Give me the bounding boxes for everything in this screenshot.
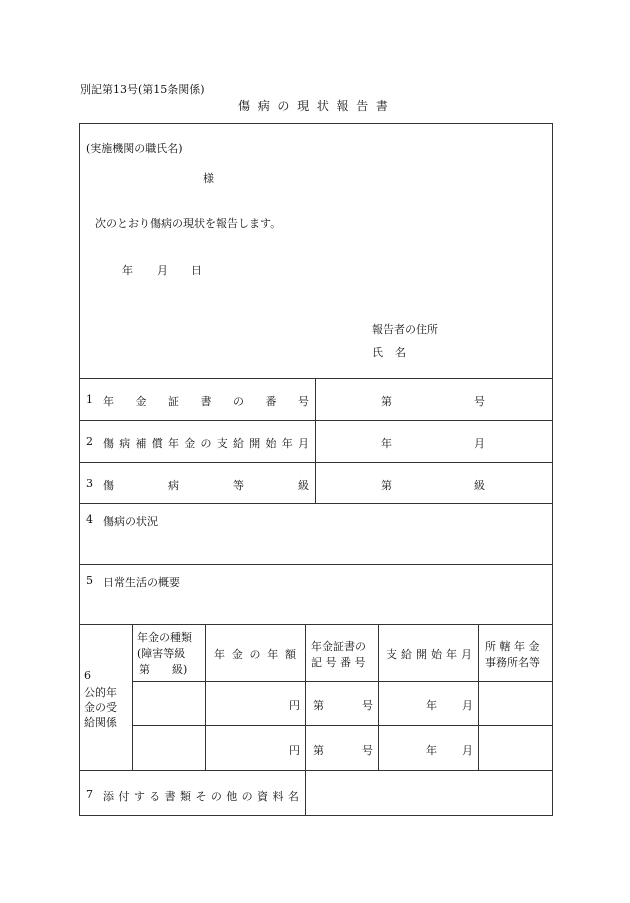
pension-go: 号 — [362, 744, 373, 757]
header-cert-line-2: 記 号 番 号 — [311, 656, 366, 669]
header-start-char: 月 — [461, 648, 472, 661]
title-char: 告 — [356, 99, 369, 113]
row7-label-char: 書 — [164, 790, 176, 803]
header-start — [386, 646, 472, 662]
pension-year: 年 — [426, 744, 437, 757]
pension-month: 月 — [462, 699, 473, 712]
row7-label-char: そ — [195, 790, 207, 803]
row7-number: 7 — [86, 788, 93, 801]
header-amount-char: の — [249, 648, 261, 661]
divider — [79, 503, 553, 504]
row2-label-char: 開 — [249, 437, 261, 450]
honorific: 様 — [203, 172, 214, 185]
header-start-char: 年 — [446, 648, 457, 661]
divider — [132, 624, 133, 771]
row2-label-char: 償 — [151, 437, 163, 450]
row7-label-char: 添 — [103, 790, 114, 803]
pension-yen: 円 — [289, 699, 300, 712]
divider — [79, 462, 553, 463]
header-office-line-1: 所 轄 年 金 — [485, 640, 540, 653]
row3-label — [103, 477, 309, 493]
row3-value-right: 級 — [474, 479, 485, 492]
row2-label-char: の — [200, 437, 212, 450]
header-type-line-3: 第 級) — [139, 663, 188, 676]
divider — [478, 624, 479, 771]
header-amount-char: 年 — [214, 648, 225, 661]
row7-label-char: 他 — [226, 790, 238, 803]
header-amount-char: 年 — [267, 648, 279, 661]
row3-number: 3 — [86, 477, 93, 490]
divider — [378, 624, 379, 771]
row7-label — [103, 788, 299, 804]
row2-label-char: 給 — [233, 437, 244, 450]
divider — [79, 564, 553, 565]
divider — [79, 770, 553, 771]
row7-label-char: 料 — [272, 790, 284, 803]
form-number: 別記第13号(第15条関係) — [80, 83, 205, 96]
row7-label-char: 付 — [118, 790, 130, 803]
pension-dai: 第 — [313, 699, 324, 712]
frame-left — [79, 123, 80, 816]
header-amount-char: 額 — [285, 648, 296, 661]
reporter-address-label: 報告者の住所 — [372, 323, 438, 336]
header-amount — [214, 646, 296, 662]
row1-value-right: 号 — [474, 395, 485, 408]
header-start-char: 始 — [431, 648, 442, 661]
frame-bottom — [79, 815, 553, 816]
pension-yen: 円 — [289, 744, 300, 757]
row7-label-char: る — [149, 790, 161, 803]
divider — [205, 624, 206, 771]
title-char: 現 — [297, 99, 310, 113]
divider — [315, 378, 316, 504]
title-char: 書 — [375, 99, 388, 113]
row2-value-right: 月 — [474, 437, 485, 450]
row2-number: 2 — [86, 435, 93, 448]
row1-number: 1 — [86, 393, 93, 406]
row2-label — [103, 435, 309, 451]
reporter-name-label — [372, 344, 406, 360]
header-type-line-2: (障害等級 — [137, 647, 186, 660]
row1-label-char: 年 — [103, 395, 114, 408]
row3-label-char: 等 — [233, 479, 244, 492]
row1-label-char: の — [233, 395, 244, 408]
title-char: 傷 — [238, 99, 251, 113]
header-office-line-2: 事務所名等 — [485, 656, 540, 669]
document-title — [238, 97, 388, 114]
header-start-char: 支 — [386, 648, 397, 661]
row1-label — [103, 393, 309, 409]
row2-label-char: 始 — [265, 437, 277, 450]
title-char: の — [277, 99, 290, 113]
header-cert-line-1: 年金証書の — [311, 640, 366, 653]
row3-label-char: 傷 — [103, 479, 114, 492]
pension-side-line-1: 公的年 — [84, 686, 117, 699]
institution-label: (実施機関の職氏名) — [86, 142, 183, 155]
row3-label-char: 級 — [298, 479, 309, 492]
divider — [132, 725, 553, 726]
row7-label-char: 類 — [180, 790, 192, 803]
pension-go: 号 — [362, 699, 373, 712]
row2-label-char: 月 — [298, 437, 309, 450]
header-amount-char: 金 — [231, 648, 243, 661]
pension-year: 年 — [426, 699, 437, 712]
row2-label-char: 年 — [168, 437, 179, 450]
row2-label-char: 傷 — [103, 437, 114, 450]
frame-top — [79, 123, 553, 124]
header-start-char: 開 — [416, 648, 427, 661]
row1-value-left: 第 — [381, 395, 392, 408]
statement: 次のとおり傷病の現状を報告します。 — [95, 217, 282, 230]
divider — [79, 624, 553, 625]
pension-dai: 第 — [313, 744, 324, 757]
title-char: 報 — [336, 99, 349, 113]
row2-label-char: 金 — [184, 437, 196, 450]
pension-side-line-3: 給関係 — [84, 716, 117, 729]
row7-label-char: 名 — [287, 790, 299, 803]
row5-label: 日常生活の概要 — [103, 576, 180, 589]
divider — [305, 624, 306, 816]
row5-number: 5 — [86, 574, 93, 587]
row2-label-char: 年 — [281, 437, 293, 450]
pension-month: 月 — [462, 744, 473, 757]
row3-value-left: 第 — [381, 479, 392, 492]
row7-label-char: 資 — [257, 790, 269, 803]
row1-label-char: 号 — [298, 395, 309, 408]
row1-label-char: 書 — [200, 395, 212, 408]
reporter-name-char: 氏 — [372, 346, 383, 359]
header-start-char: 給 — [401, 648, 412, 661]
row1-label-char: 番 — [265, 395, 277, 408]
row7-label-char: す — [133, 790, 145, 803]
date-month: 月 — [157, 264, 168, 277]
frame-right — [552, 123, 553, 816]
header-type-line-1: 年金の種類 — [137, 631, 192, 644]
row1-label-char: 金 — [135, 395, 147, 408]
row2-value-left: 年 — [381, 437, 392, 450]
row7-label-char: の — [210, 790, 222, 803]
date-year: 年 — [122, 264, 133, 277]
divider — [132, 681, 553, 682]
row7-label-char: の — [241, 790, 253, 803]
row2-label-char: 病 — [119, 437, 131, 450]
row3-label-char: 病 — [168, 479, 179, 492]
date-day: 日 — [191, 264, 202, 277]
title-char: 病 — [257, 99, 270, 113]
pension-side-number: 6 — [84, 669, 91, 682]
title-char: 状 — [316, 99, 329, 113]
divider — [79, 378, 553, 379]
pension-side-line-2: 金の受 — [84, 701, 117, 714]
row4-number: 4 — [86, 513, 93, 526]
divider — [79, 420, 553, 421]
row2-label-char: 補 — [135, 437, 147, 450]
row4-label: 傷病の状況 — [103, 515, 158, 528]
reporter-name-char: 名 — [395, 346, 406, 359]
row2-label-char: 支 — [216, 437, 228, 450]
row1-label-char: 証 — [168, 395, 179, 408]
